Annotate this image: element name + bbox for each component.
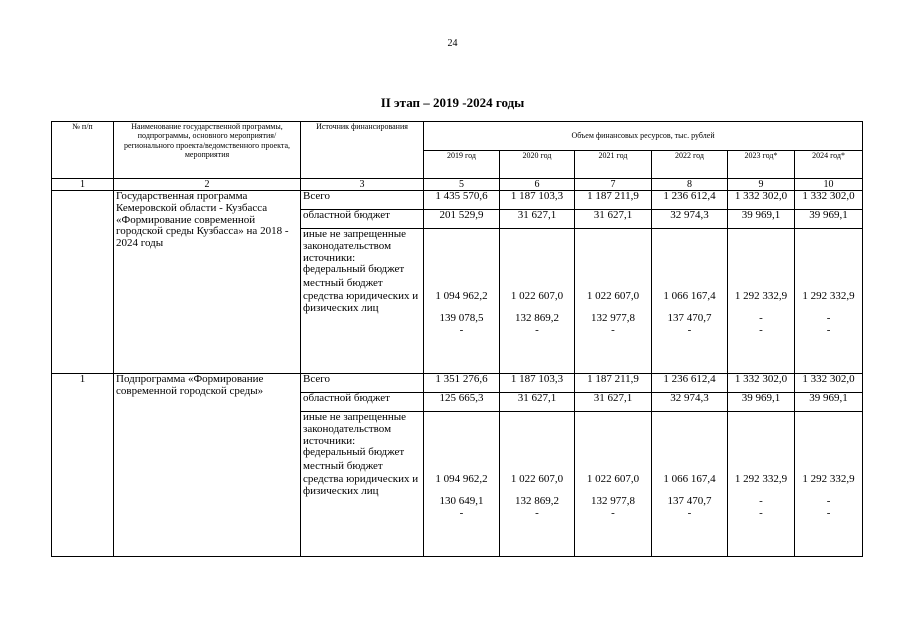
header-volume: Объем финансовых ресурсов, тыс. рублей <box>424 122 863 151</box>
value-cell: 39 969,1 <box>795 393 863 412</box>
value-local: 130 649,1 <box>439 494 484 507</box>
value-cell: 31 627,1 <box>575 210 652 229</box>
value-cell: 31 627,1 <box>500 210 575 229</box>
value-federal: 1 022 607,0 <box>510 290 564 302</box>
value-cell: 32 974,3 <box>652 210 728 229</box>
value-cell: 1 236 612,4 <box>652 374 728 393</box>
page-number: 24 <box>447 38 458 49</box>
values-column <box>795 229 863 374</box>
values-column <box>575 412 652 557</box>
header-num: № п/п <box>52 122 114 179</box>
source-total: Всего <box>301 374 424 393</box>
source-federal: федеральный бюджет <box>303 263 405 276</box>
stage-title: II этап – 2019 -2024 годы <box>380 95 525 110</box>
value-federal: 1 094 962,2 <box>435 290 488 302</box>
value-legal: - <box>687 506 692 519</box>
value-local: - <box>826 311 831 324</box>
value-cell: 1 187 211,9 <box>575 191 652 210</box>
value-cell: 1 332 302,0 <box>795 191 863 210</box>
value-cell: 1 187 103,3 <box>500 191 575 210</box>
header-year: 2020 год <box>500 150 575 179</box>
value-local: 139 078,5 <box>439 311 484 324</box>
values-column <box>652 229 728 374</box>
value-federal: 1 292 332,9 <box>734 290 788 302</box>
column-number: 8 <box>652 179 728 191</box>
values-column <box>795 412 863 557</box>
value-legal: - <box>826 323 831 336</box>
value-legal: - <box>459 323 464 336</box>
value-cell: 201 529,9 <box>424 210 500 229</box>
value-cell: 125 665,3 <box>424 393 500 412</box>
values-column <box>424 412 500 557</box>
value-legal: - <box>611 506 615 519</box>
value-cell: 1 351 276,6 <box>424 374 500 393</box>
value-federal: 1 292 332,9 <box>802 290 855 302</box>
source-federal: федеральный бюджет <box>303 446 405 459</box>
header-year: 2021 год <box>575 150 652 179</box>
source-local: местный бюджет <box>303 277 383 290</box>
value-local: 132 977,8 <box>591 494 635 507</box>
value-legal: - <box>759 506 763 519</box>
values-column <box>424 229 500 374</box>
row-number <box>52 191 114 374</box>
value-cell: 39 969,1 <box>728 393 795 412</box>
value-federal: 1 066 167,4 <box>663 290 716 302</box>
value-cell: 1 236 612,4 <box>652 191 728 210</box>
column-number: 9 <box>728 179 795 191</box>
source-total: Всего <box>301 191 424 210</box>
column-number: 6 <box>500 179 575 191</box>
value-cell: 1 332 302,0 <box>795 374 863 393</box>
column-number: 1 <box>52 179 114 191</box>
header-name: Наименование государственной программы, подпрограммы, основного мероприятия/регионального проекта/ведомственного проекта, мероприятия <box>114 122 301 179</box>
value-legal: - <box>759 323 763 336</box>
value-local: - <box>759 311 763 324</box>
value-cell: 1 435 570,6 <box>424 191 500 210</box>
source-legal: средства юридических и физических лиц <box>303 473 419 497</box>
header-year: 2019 год <box>424 150 500 179</box>
values-column <box>500 412 575 557</box>
values-column <box>500 229 575 374</box>
value-local: 132 869,2 <box>515 311 559 324</box>
values-column <box>575 229 652 374</box>
value-cell: 1 187 103,3 <box>500 374 575 393</box>
header-year: 2024 год* <box>795 150 863 179</box>
header-row-1 <box>52 122 863 151</box>
source-regional: областной бюджет <box>301 210 424 229</box>
value-cell: 31 627,1 <box>500 393 575 412</box>
column-number: 10 <box>795 179 863 191</box>
row-number: 1 <box>52 374 114 557</box>
table-row-total <box>52 191 863 210</box>
value-cell: 39 969,1 <box>795 210 863 229</box>
source-local: местный бюджет <box>303 460 383 473</box>
column-number: 7 <box>575 179 652 191</box>
value-cell: 39 969,1 <box>728 210 795 229</box>
value-legal: - <box>826 506 831 519</box>
value-local: 132 869,2 <box>515 494 559 507</box>
value-cell: 1 332 302,0 <box>728 191 795 210</box>
value-federal: 1 292 332,9 <box>734 473 788 485</box>
table-row-total <box>52 374 863 393</box>
value-federal: 1 022 607,0 <box>586 290 640 302</box>
source-legal: средства юридических и физических лиц <box>303 290 419 314</box>
source-regional: областной бюджет <box>301 393 424 412</box>
header-year: 2023 год* <box>728 150 795 179</box>
value-local: - <box>826 494 831 507</box>
value-cell: 31 627,1 <box>575 393 652 412</box>
column-number: 3 <box>301 179 424 191</box>
values-column <box>728 229 795 374</box>
header-source: Источник финансирования <box>301 122 424 179</box>
value-legal: - <box>611 323 615 336</box>
value-federal: 1 022 607,0 <box>510 473 564 485</box>
value-local: 137 470,7 <box>667 494 712 507</box>
value-federal: 1 094 962,2 <box>435 473 488 485</box>
column-number: 2 <box>114 179 301 191</box>
source-other <box>301 229 424 374</box>
value-local: 137 470,7 <box>667 311 712 324</box>
value-local: - <box>759 494 763 507</box>
financing-table <box>51 121 863 557</box>
column-numbers-row <box>52 179 863 191</box>
source-other-label: иные не запрещенные законодательством источники: <box>303 411 407 447</box>
value-federal: 1 066 167,4 <box>663 473 716 485</box>
source-other-label: иные не запрещенные законодательством источники: <box>303 228 407 264</box>
values-column <box>728 412 795 557</box>
program-name: Государственная программа Кемеровской области - Кузбасса «Формирование современной городской среды Кузбасса» на 2018 - 2024 годы <box>114 191 301 374</box>
value-federal: 1 292 332,9 <box>802 473 855 485</box>
value-legal: - <box>535 323 539 336</box>
value-cell: 1 187 211,9 <box>575 374 652 393</box>
value-federal: 1 022 607,0 <box>586 473 640 485</box>
value-local: 132 977,8 <box>591 311 635 324</box>
value-legal: - <box>459 506 464 519</box>
header-year: 2022 год <box>652 150 728 179</box>
value-cell: 1 332 302,0 <box>728 374 795 393</box>
subprogram-name: Подпрограмма «Формирование современной городской среды» <box>114 374 301 557</box>
value-legal: - <box>535 506 539 519</box>
value-cell: 32 974,3 <box>652 393 728 412</box>
column-number: 5 <box>424 179 500 191</box>
values-column <box>652 412 728 557</box>
source-other <box>301 412 424 557</box>
value-legal: - <box>687 323 692 336</box>
